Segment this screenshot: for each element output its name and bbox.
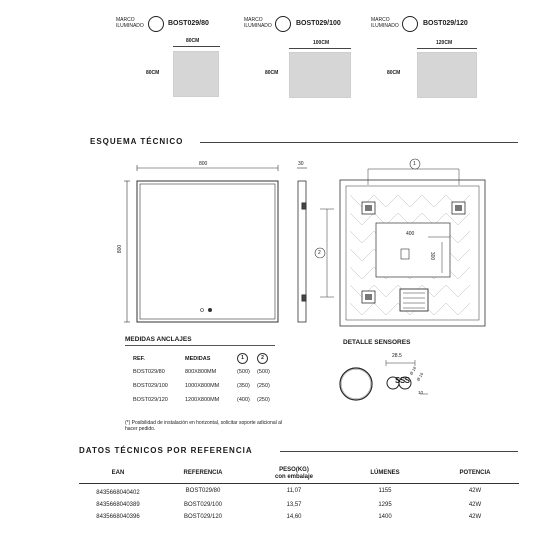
model-code: BOST029/100: [296, 20, 341, 27]
side-view: [297, 168, 307, 322]
width-dimension-line: [417, 48, 477, 49]
cell-ean: 8435668040396: [96, 513, 140, 520]
mirror-thumbnail: [173, 51, 219, 97]
callout-1: 1: [413, 161, 416, 167]
cell-medidas: 1000X800MM: [185, 383, 220, 389]
table-row: [133, 365, 275, 379]
height-label: 80CM: [387, 70, 401, 76]
col-ean: EAN: [111, 470, 125, 477]
cell-2: (250): [257, 397, 270, 403]
sensor-detail-drawing: [338, 350, 438, 410]
table-row: [79, 499, 519, 511]
frame-label: MARCO ILUMINADO: [116, 17, 144, 29]
width-label: 120CM: [436, 40, 453, 46]
table-row: [133, 393, 275, 407]
cell-1: (400): [237, 397, 250, 403]
table-header: [133, 352, 275, 365]
col-lumenes: LÚMENES: [370, 470, 400, 477]
frame-label: MARCO ILUMINADO: [371, 17, 399, 29]
section-divider: [280, 451, 518, 452]
cell-peso: 11,07: [286, 488, 302, 494]
anchors-rule: [125, 345, 275, 346]
cell-1: (500): [237, 369, 250, 375]
cell-ref: BOST029/120: [133, 397, 168, 403]
sensors-title: DETALLE SENSORES: [343, 339, 411, 346]
cell-medidas: 800X800MM: [185, 369, 217, 375]
model-code: BOST029/120: [423, 20, 468, 27]
section-divider: [200, 142, 518, 143]
cell-potencia: 42W: [468, 513, 482, 520]
table-row: [79, 483, 519, 499]
frame-label: MARCO ILUMINADO: [244, 17, 272, 29]
cell-referencia: BOST029/120: [183, 513, 223, 520]
col-medidas: MEDIDAS: [185, 355, 211, 362]
cell-referencia: BOST029/80: [185, 488, 221, 494]
height-label: 80CM: [146, 70, 160, 76]
technical-drawing: [110, 155, 530, 335]
table-header: [79, 465, 519, 483]
front-width-label: 800: [199, 161, 208, 167]
col-2: [257, 352, 275, 365]
frame-circle-icon: [148, 16, 164, 32]
sensor-dim-a: Ø 18: [408, 365, 418, 376]
frame-circle-icon: [275, 16, 291, 32]
mirror-thumbnail: [289, 52, 351, 98]
cell-lumenes: 1155: [378, 488, 392, 494]
cell-potencia: 42W: [468, 501, 482, 508]
anchors-title: MEDIDAS ANCLAJES: [125, 336, 192, 343]
side-depth-label: 30: [298, 161, 304, 167]
anchors-table: [133, 352, 275, 407]
mirror-thumbnail: [417, 52, 477, 98]
sensor-symbols: SSS: [395, 376, 410, 385]
section-title-tech: DATOS TÉCNICOS POR REFERENCIA: [79, 446, 253, 455]
cell-lumenes: 1295: [378, 501, 392, 508]
tech-table: [79, 465, 519, 523]
inner-height-label: 300: [429, 251, 436, 261]
back-view: [315, 159, 485, 326]
width-dimension-line: [289, 48, 351, 49]
inner-width-label: 400: [406, 231, 415, 237]
front-view: [124, 165, 278, 322]
cell-2: (500): [257, 369, 270, 375]
cell-1: (350): [237, 383, 250, 389]
cell-referencia: BOST029/100: [183, 501, 223, 508]
col-peso: PESO(KG) con embalaje: [274, 466, 313, 480]
width-label: 100CM: [313, 40, 330, 46]
cell-lumenes: 1400: [378, 513, 392, 520]
callout-badge: 1: [237, 353, 248, 364]
width-dimension-line: [173, 46, 220, 47]
model-code: BOST029/80: [168, 20, 209, 27]
col-referencia: REFERENCIA: [183, 470, 223, 477]
cell-medidas: 1200X800MM: [185, 397, 220, 403]
sensor-width-label: 28.5: [392, 353, 402, 359]
table-row: [133, 379, 275, 393]
cell-ref: BOST029/80: [133, 369, 165, 375]
front-height-label: 800: [117, 244, 124, 254]
cell-peso: 13,57: [286, 501, 302, 508]
sensor-dim-b: Ø 16: [415, 371, 425, 382]
frame-circle-icon: [402, 16, 418, 32]
cell-peso: 14,60: [286, 513, 302, 520]
cell-potencia: 42W: [468, 488, 482, 494]
cell-2: (250): [257, 383, 270, 389]
cell-ean: 8435668040389: [96, 501, 140, 508]
table-row: [79, 511, 519, 523]
height-label: 80CM: [265, 70, 279, 76]
col-ref: REF.: [133, 355, 145, 362]
callout-2: 2: [318, 250, 321, 256]
cell-ean: 8435668040402: [96, 489, 140, 496]
width-label: 80CM: [186, 38, 200, 44]
col-potencia: POTENCIA: [459, 470, 491, 477]
sensor-dim-c: 10: [418, 390, 424, 395]
anchors-note: (*) Posibilidad de instalación en horizontal, solicitar soporte adicional al hacer pedido.: [125, 420, 283, 432]
callout-badge: 2: [257, 353, 268, 364]
section-title-schema: ESQUEMA TÉCNICO: [90, 137, 184, 146]
cell-ref: BOST029/100: [133, 383, 168, 389]
col-1: [237, 352, 257, 365]
